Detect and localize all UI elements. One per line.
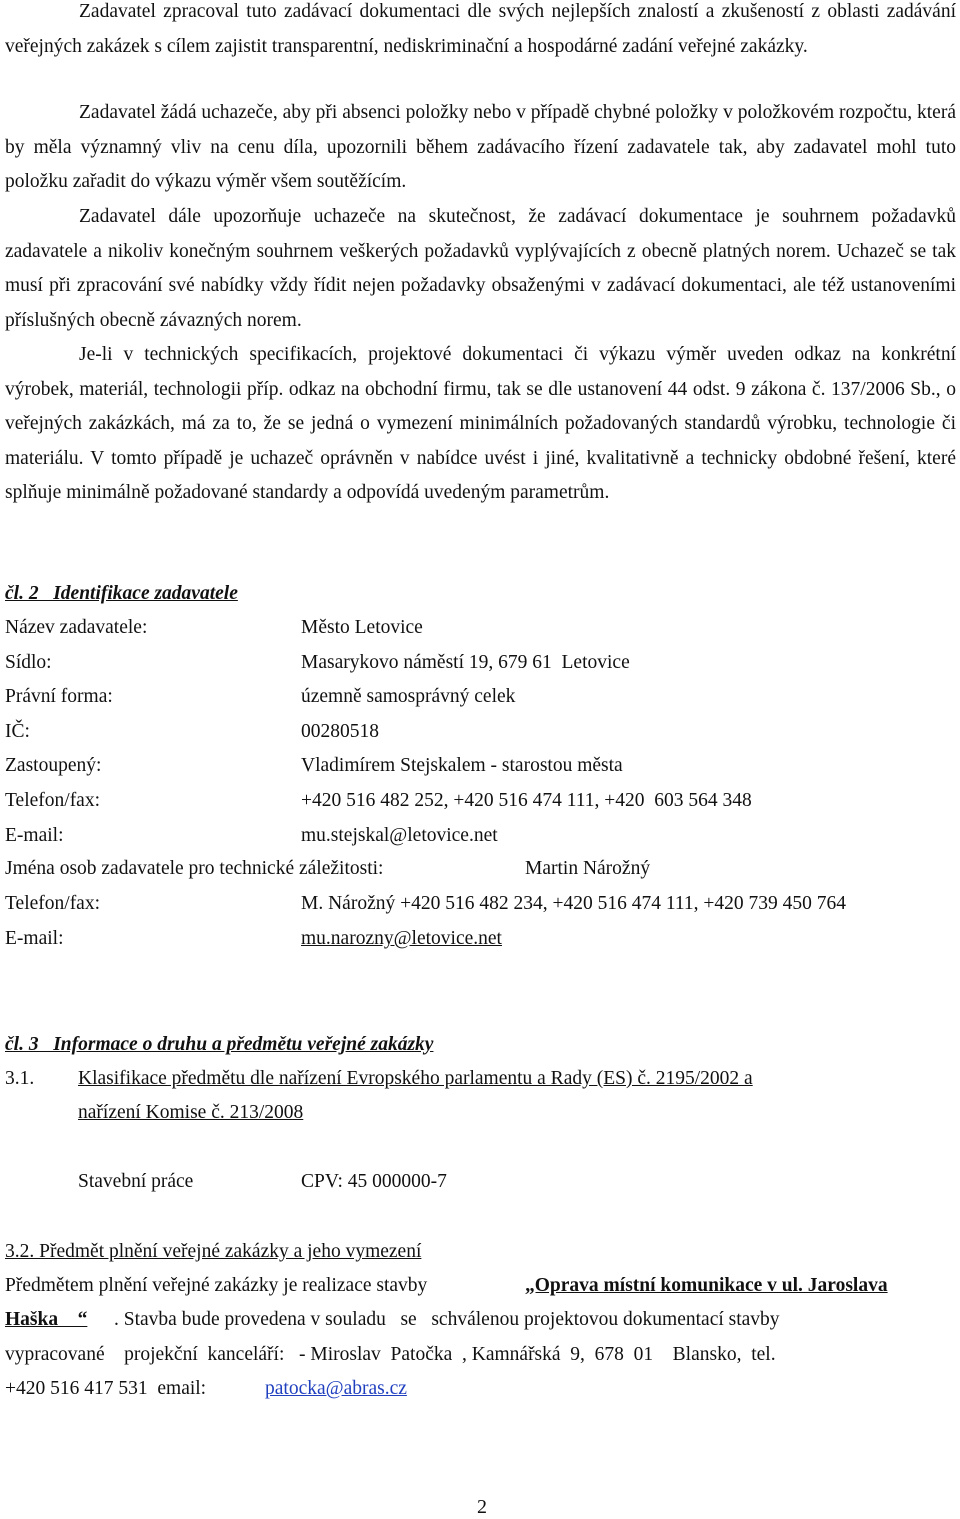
- authority-row-label: IČ:: [5, 720, 30, 742]
- technical-phone-label: Telefon/fax:: [5, 893, 101, 914]
- technical-email-link[interactable]: mu.narozny@letovice.net: [301, 928, 502, 949]
- page-number: 2: [477, 1496, 487, 1518]
- authority-row-value: územně samosprávný celek: [301, 686, 516, 708]
- authority-row-label: Název zadavatele:: [5, 617, 148, 638]
- subsection-3-1-number: 3.1.: [5, 1068, 35, 1089]
- paragraph-text: Zadavatel zpracoval tuto zadávací dokumentaci dle svých nejlepších znalostí a zkušeností z oblasti zadávání veřejných zakázek s cílem zajistit transparentní, nediskriminační a hospodárné zadání veřejné zakázky.: [5, 1, 956, 57]
- subject-line3-text: vypracované projekční kanceláří: - Miroslav Patočka , Kamnářská 9, 678 01 Blansko, tel.: [5, 1344, 776, 1365]
- paragraph-norms: Zadavatel dále upozorňuje uchazeče na skutečnost, že zadávací dokumentace je souhrnem požadavků zadavatele a nikoliv konečným souhrnem veškerých požadavků vyplývajících z obecně platných norem. Uchazeč se tak musí při zpracování své nabídky vždy řídit nejen požadavky obsaženými v zadávací dokumentaci, ale též ustanoveními příslušných obecně závazných norem.: [5, 206, 956, 331]
- paragraph-missing-items: Zadavatel žádá uchazeče, aby při absenci položky nebo v případě chybné položky v položkovém rozpočtu, která by měla významný vliv na cenu díla, upozornili během zadávacího řízení zadavatele tak, aby zadavatel mohl tuto položku zařadit do výkazu výměr všem soutěžícím.: [5, 102, 956, 193]
- subsection-3-2-title: 3.2. Předmět plnění veřejné zakázky a jeho vymezení: [5, 1241, 422, 1262]
- technical-contact-value: Martin Nárožný: [525, 858, 651, 879]
- section-3-heading: čl. 3 Informace o druhu a předmětu veřejné zakázky: [5, 1034, 434, 1055]
- cpv-value: CPV: 45 000000-7: [301, 1171, 447, 1192]
- technical-contact-label: Jména osob zadavatele pro technické záležitosti:: [5, 858, 384, 879]
- authority-row-label: E-mail:: [5, 824, 64, 846]
- paragraph-transparency: [5, 0, 956, 64]
- project-name-part1: „Oprava místní komunikace v ul. Jaroslava: [525, 1275, 888, 1296]
- project-name-part2: Haška “: [5, 1309, 88, 1330]
- authority-row-value: 00280518: [301, 720, 379, 742]
- subsection-3-1-title-line2: nařízení Komise č. 213/2008: [78, 1102, 304, 1123]
- authority-row-label: Telefon/fax:: [5, 790, 101, 811]
- authority-row-label: Sídlo:: [5, 651, 52, 673]
- technical-phone-value: M. Nárožný +420 516 482 234, +420 516 474 111, +420 739 450 764: [301, 893, 847, 914]
- authority-row-value: Město Letovice: [301, 617, 423, 638]
- paragraph-equivalent-solutions: Je-li v technických specifikacích, projektové dokumentaci či výkazu výměr uveden odkaz na konkrétní výrobek, materiál, technologii příp. odkaz na obchodní firmu, tak se dle ustanovení 44 odst. 9 zákona č. 137/2006 Sb., o veřejných zakázkách, má za to, že se jedná o vymezení minimálních požadovaných standardů výrobku, technologie či materiálu. V tomto případě je uchazeč oprávněn v nabídce uvést i jiné, kvalitativně a technicky obdobné řešení, které splňuje minimálně požadované standardy a odpovídá uvedeným parametrům.: [5, 344, 956, 504]
- authority-row-label: Zastoupený:: [5, 755, 102, 777]
- designer-email-link[interactable]: patocka@abras.cz: [265, 1378, 407, 1399]
- authority-row-value: Vladimírem Stejskalem - starostou města: [301, 755, 623, 777]
- authority-row-value: +420 516 482 252, +420 516 474 111, +420 603 564 348: [301, 790, 752, 811]
- subject-line1-text: Předmětem plnění veřejné zakázky je realizace stavby: [5, 1275, 428, 1296]
- document-page: [5, 0, 956, 1517]
- section-2-heading: čl. 2 Identifikace zadavatele: [5, 583, 238, 604]
- subsection-3-1-title-line1: Klasifikace předmětu dle nařízení Evropského parlamentu a Rady (ES) č. 2195/2002 a: [78, 1068, 753, 1089]
- authority-row-label: Právní forma:: [5, 686, 113, 708]
- technical-email-label: E-mail:: [5, 928, 64, 949]
- authority-row-value: mu.stejskal@letovice.net: [301, 824, 498, 846]
- subject-line2-text: . Stavba bude provedena v souladu se schválenou projektovou dokumentací stavby: [114, 1309, 780, 1330]
- authority-row-value: Masarykovo náměstí 19, 679 61 Letovice: [301, 651, 630, 673]
- subject-line4-text: +420 516 417 531 email:: [5, 1378, 207, 1399]
- cpv-label: Stavební práce: [78, 1171, 194, 1192]
